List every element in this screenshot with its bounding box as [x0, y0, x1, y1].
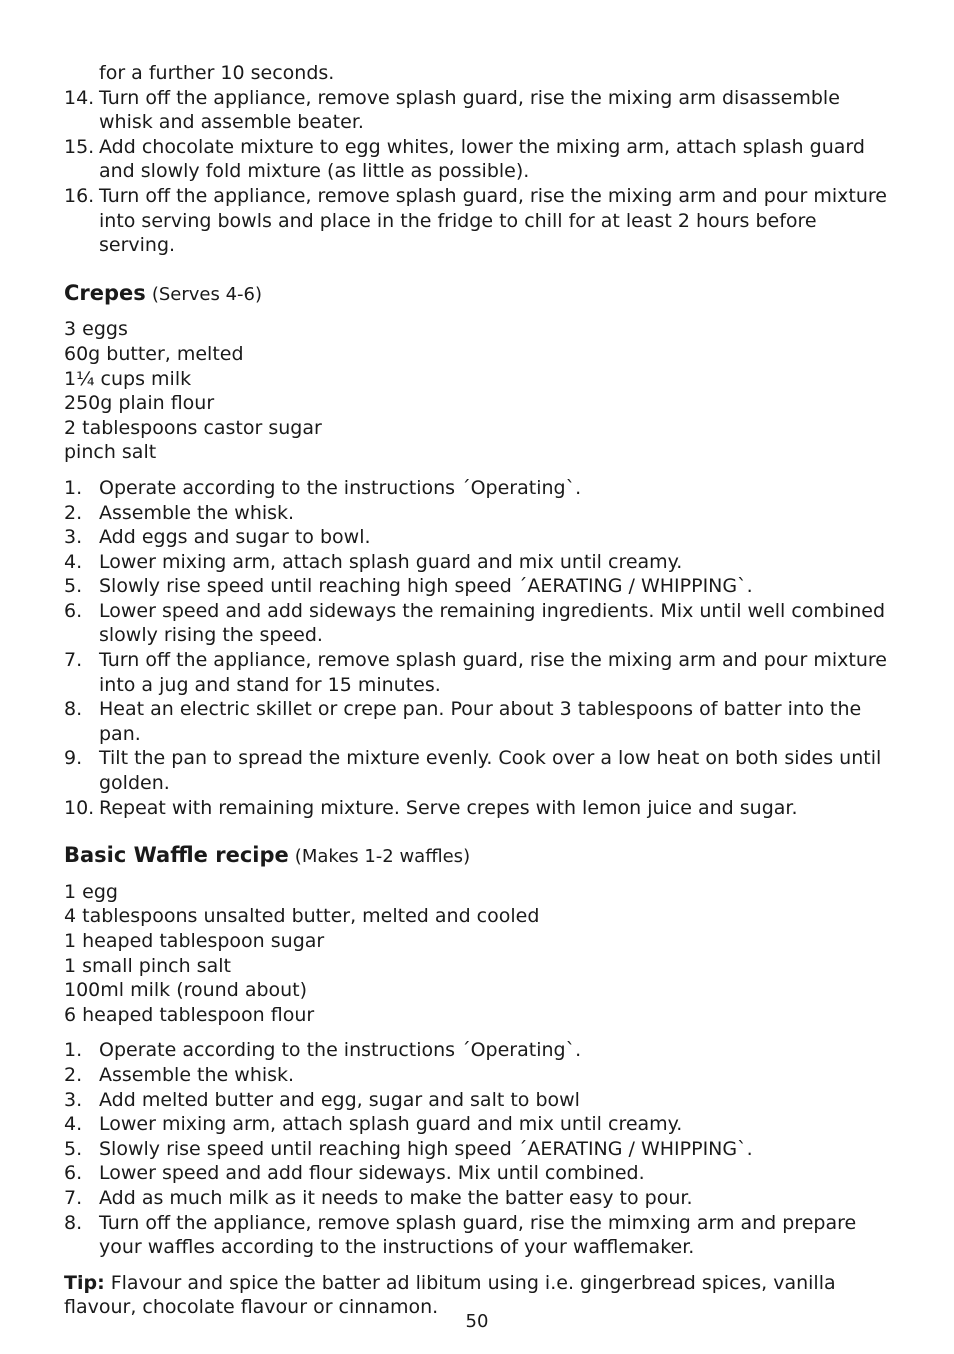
list-item	[64, 746, 894, 795]
ingredient: 1 heaped tablespoon sugar	[64, 930, 325, 952]
list-item	[64, 697, 894, 746]
step-text: Lower speed and add flour sideways. Mix until combined.	[99, 1162, 645, 1185]
step-text: Add eggs and sugar to bowl.	[99, 526, 371, 549]
list-item	[64, 599, 894, 648]
crepes-heading	[64, 281, 894, 308]
step-text: Heat an electric skillet or crepe pan. Pour about 3 tablespoons of batter into the pan.	[99, 698, 862, 745]
step-number: 1.	[64, 1039, 83, 1062]
step-text: Assemble the whisk.	[99, 1063, 295, 1086]
step-number: 4.	[64, 1113, 83, 1136]
step-number: 8.	[64, 1211, 83, 1234]
list-item	[64, 796, 894, 821]
crepes-ingredients	[64, 317, 894, 465]
page-number: 50	[465, 1311, 489, 1332]
waffle-heading	[64, 843, 894, 870]
step-text: Lower mixing arm, attach splash guard and mix until creamy.	[99, 1113, 683, 1136]
page-content	[64, 61, 894, 1320]
crepes-note: (Serves 4-6)	[151, 283, 263, 305]
step-text: Tilt the pan to spread the mixture evenly. Cook over a low heat on both sides until golden.	[99, 747, 882, 795]
step-number: 9.	[64, 747, 83, 770]
step-number: 5.	[64, 1137, 83, 1160]
list-item	[64, 574, 894, 599]
step-number: 3.	[64, 1088, 83, 1111]
list-item	[64, 135, 894, 184]
list-item	[64, 550, 894, 575]
list-item	[64, 1186, 894, 1211]
step-text: Operate according to the instructions ´Operating`.	[99, 476, 582, 499]
ingredient: 4 tablespoons unsalted butter, melted and cooled	[64, 905, 540, 928]
step-number: 2.	[64, 1063, 83, 1086]
step-text: Repeat with remaining mixture. Serve crepes with lemon juice and sugar.	[99, 796, 798, 819]
list-item	[64, 1161, 894, 1186]
ingredient: 1 egg	[64, 880, 118, 903]
ingredient: 2 tablespoons castor sugar	[64, 416, 322, 439]
step-text: Slowly rise speed until reaching high speed ´AERATING / WHIPPING`.	[99, 575, 753, 598]
step-text: Turn off the appliance, remove splash guard, rise the mixing arm and pour mixture into a jug and stand for 15 minutes.	[99, 649, 887, 696]
list-item	[64, 86, 894, 135]
step-number: 10.	[64, 796, 95, 819]
list-item	[64, 648, 894, 697]
list-item	[64, 1063, 894, 1088]
step-number: 16.	[64, 184, 95, 207]
continued-line: for a further 10 seconds.	[99, 62, 335, 84]
list-item	[64, 525, 894, 550]
tip-label: Tip:	[64, 1271, 105, 1294]
list-item	[64, 184, 894, 258]
step-text: Turn off the appliance, remove splash guard, rise the mixing arm disassemble whisk and assemble beater.	[99, 86, 840, 134]
crepes-title: Crepes	[64, 280, 146, 305]
step-number: 8.	[64, 698, 83, 721]
step-number: 15.	[64, 135, 95, 158]
step-number: 3.	[64, 526, 83, 549]
ingredient: 60g butter, melted	[64, 342, 244, 365]
step-text: Add as much milk as it needs to make the batter easy to pour.	[99, 1186, 693, 1209]
waffle-steps	[64, 1038, 894, 1259]
list-item	[64, 1088, 894, 1113]
waffle-title: Basic Waffle recipe	[64, 843, 289, 868]
list-item	[64, 1211, 894, 1260]
tip-text: Flavour and spice the batter ad libitum using i.e. gingerbread spices, vanilla flavour, chocolate flavour or cinnamon.	[64, 1271, 836, 1319]
list-item	[64, 476, 894, 501]
list-item	[64, 501, 894, 526]
step-text: Add chocolate mixture to egg whites, lower the mixing arm, attach splash guard and slowly fold mixture (as little as possible).	[99, 135, 865, 183]
list-item	[64, 1137, 894, 1162]
step-number: 6.	[64, 1162, 83, 1185]
step-number: 6.	[64, 599, 83, 622]
continued-steps	[64, 61, 894, 258]
step-text: Turn off the appliance, remove splash guard, rise the mimxing arm and prepare your waffles according to the instructions of your wafflemaker.	[99, 1211, 857, 1259]
waffle-ingredients	[64, 880, 894, 1028]
step-number: 14.	[64, 86, 95, 109]
step-number: 7.	[64, 649, 83, 672]
step-text: Turn off the appliance, remove splash guard, rise the mixing arm and pour mixture into serving bowls and place in the fridge to chill for at least 2 hours before serving.	[99, 184, 887, 257]
step-text: Operate according to the instructions ´Operating`.	[99, 1039, 582, 1062]
step-number: 5.	[64, 575, 83, 598]
step-number: 2.	[64, 501, 83, 524]
step-number: 1.	[64, 476, 83, 499]
step-number: 7.	[64, 1186, 83, 1209]
ingredient: pinch salt	[64, 441, 157, 464]
step-text: Add melted butter and egg, sugar and salt to bowl	[99, 1088, 580, 1111]
ingredient: 6 heaped tablespoon flour	[64, 1003, 315, 1026]
ingredient: 1¼ cups milk	[64, 367, 192, 390]
list-item	[64, 1038, 894, 1063]
step-text: Assemble the whisk.	[99, 501, 295, 524]
list-item	[64, 1112, 894, 1137]
step-text: Lower mixing arm, attach splash guard and mix until creamy.	[99, 550, 683, 573]
step-text: Lower speed and add sideways the remaining ingredients. Mix until well combined slowly rising the speed.	[99, 599, 886, 647]
ingredient: 1 small pinch salt	[64, 954, 231, 977]
ingredient: 250g plain flour	[64, 392, 215, 415]
step-number: 4.	[64, 550, 83, 573]
crepes-steps	[64, 476, 894, 820]
step-text: Slowly rise speed until reaching high speed ´AERATING / WHIPPING`.	[99, 1137, 753, 1160]
ingredient: 3 eggs	[64, 318, 128, 341]
waffle-note: (Makes 1-2 waffles)	[294, 846, 471, 868]
ingredient: 100ml milk (round about)	[64, 979, 308, 1002]
